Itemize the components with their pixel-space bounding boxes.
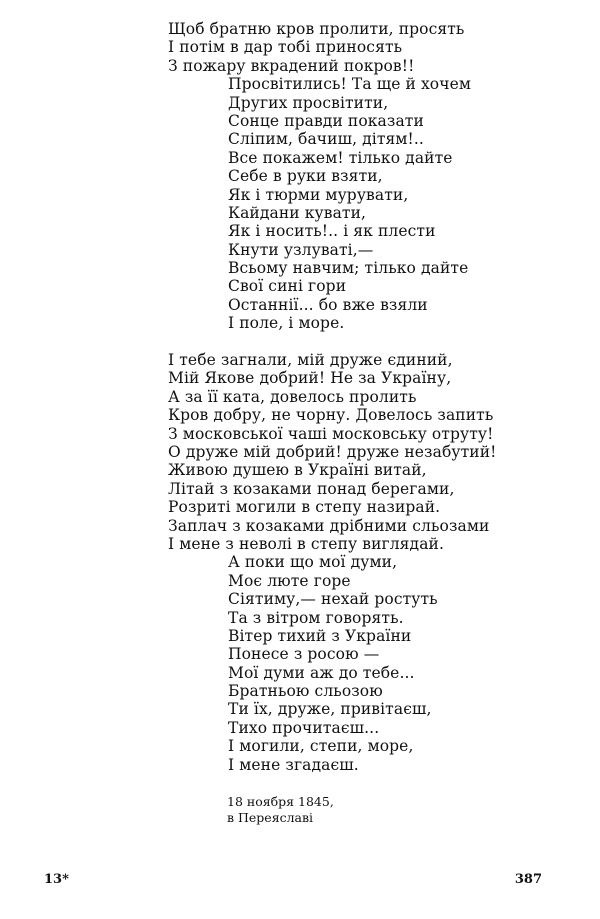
poem-line: І потім в дар тобі приносять: [168, 38, 403, 57]
poem-line: Всьому навчим; тілько дайте: [228, 259, 469, 278]
poem-line: Літай з козаками понад берегами,: [168, 479, 455, 498]
poem-line: І тебе загнали, мій друже єдиний,: [168, 351, 453, 370]
poem-line: Сіятиму,— нехай ростуть: [228, 590, 438, 609]
poem-line: Щоб братню кров пролити, просять: [168, 20, 465, 38]
poem-line: Розриті могили в степу назирай.: [168, 498, 441, 517]
stanza-2: [168, 351, 588, 774]
poem-line: Себе в руки взяти,: [228, 167, 383, 186]
poem-line: Моє люте горе: [228, 571, 351, 590]
signature-mark: 13*: [44, 872, 69, 887]
poem-line: Мій Якове добрий! Не за Україну,: [168, 369, 452, 388]
poem-line: Кайдани кувати,: [228, 203, 367, 222]
poem-line: І мене згадаєш.: [228, 755, 359, 774]
poem-line: Ти їх, друже, привітаєш,: [228, 700, 432, 719]
poem-text: [168, 20, 588, 774]
poem-line: Та з вітром говорять.: [228, 608, 404, 627]
page-number: 387: [514, 872, 542, 887]
poem-line: Кнути узлуваті,—: [228, 240, 374, 259]
dateline: [227, 794, 334, 826]
poem-line: Вітер тихий з України: [228, 626, 412, 645]
poem-line: Других просвітити,: [228, 93, 389, 112]
poem-line: Сліпим, бачиш, дітям!..: [228, 130, 424, 149]
poem-line: З пожару вкрадений покров!!: [168, 56, 415, 75]
poem-line: Мої думи аж до тебе...: [228, 663, 415, 682]
poem-line: І могили, степи, море,: [228, 737, 414, 756]
poem-line: І поле, і море.: [228, 314, 345, 333]
poem-line: Просвітились! Та ще й хочем: [228, 75, 472, 94]
poem-line: Останнії... бо вже взяли: [228, 295, 428, 314]
stanza-1: [168, 20, 588, 333]
poem-line: Як і носить!.. і як плести: [228, 222, 436, 241]
poem-line: Тихо прочитаєш...: [228, 718, 380, 737]
poem-line: Сонце правди показати: [228, 111, 424, 130]
stanza-gap: [168, 333, 588, 351]
dateline-place: в Переяславі: [227, 810, 314, 825]
poem-line: Кров добру, не чорну. Довелось запить: [168, 406, 494, 425]
poem-line: Живою душею в Україні витай,: [168, 461, 427, 480]
poem-line: Заплач з козаками дрібними сльозами: [168, 516, 490, 535]
poem-line: З московської чаші московську отруту!: [168, 424, 494, 443]
poem-line: А поки що мої думи,: [228, 553, 398, 572]
dateline-date: 18 ноября 1845,: [227, 794, 334, 809]
poem-line: А за її ката, довелось пролить: [168, 387, 417, 406]
poem-line: О друже мій добрий! друже незабутий!: [168, 442, 497, 461]
poem-line: І мене з неволі в степу виглядай.: [168, 534, 444, 553]
poem-line: Братньою сльозою: [228, 682, 383, 701]
poem-line: Як і тюрми мурувати,: [228, 185, 409, 204]
poem-line: Понесе з росою —: [228, 645, 380, 664]
poem-line: Все покажем! тілько дайте: [228, 148, 453, 167]
poem-line: Свої сині гори: [228, 277, 347, 296]
